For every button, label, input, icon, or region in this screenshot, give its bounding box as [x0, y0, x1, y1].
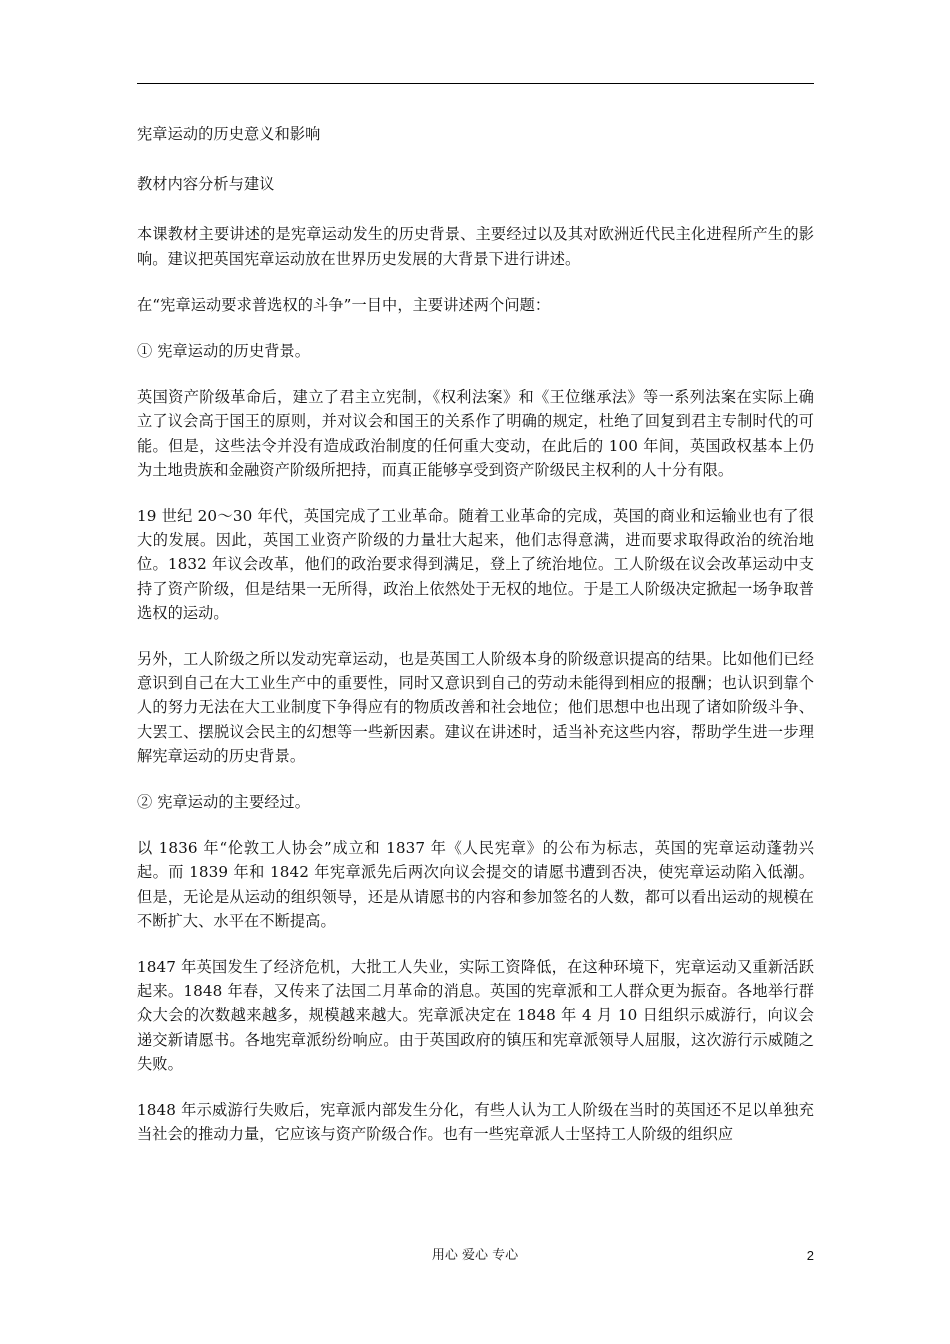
page-number: 2 [806, 1248, 814, 1263]
paragraph-2: 在“宪章运动要求普选权的斗争”一目中，主要讲述两个问题： [137, 295, 551, 314]
subheading-background: ① 宪章运动的历史背景。 [137, 342, 311, 361]
document-body [137, 122, 814, 1169]
paragraph-6: 以 1836 年“伦敦工人协会”成立和 1837 年《人民宪章》的公布为标志，英国的宪章运动蓬勃兴起。而 1839 年和 1842 年宪章派先后两次向议会提交的请愿书遭到否决，使宪章运动陷入低潮。但是，无论是从运动的组织领导，还是从请愿书的内容和参加签名的人数，都可以看出运动的规模在不断扩大、水平在不断提高。 [137, 839, 814, 930]
paragraph-3: 英国资产阶级革命后，建立了君主立宪制，《权利法案》和《王位继承法》等一系列法案在实际上确立了议会高于国王的原则，并对议会和国王的关系作了明确的规定，杜绝了回复到君主专制时代的可能。但是，这些法令并没有造成政治制度的任何重大变动，在此后的 100 年间，英国政权基本上仍为土地贵族和金融资产阶级所把持，而真正能够享受到资产阶级民主权利的人十分有限。 [137, 388, 814, 479]
paragraph-8: 1848 年示威游行失败后，宪章派内部发生分化，有些人认为工人阶级在当时的英国还不足以单独充当社会的推动力量，它应该与资产阶级合作。也有一些宪章派人士坚持工人阶级的组织应 [137, 1101, 814, 1144]
paragraph-1: 本课教材主要讲述的是宪章运动发生的历史背景、主要经过以及其对欧洲近代民主化进程所产生的影响。建议把英国宪章运动放在世界历史发展的大背景下进行讲述。 [137, 225, 814, 268]
footer-text: 用心 爱心 专心 [431, 1248, 519, 1263]
section-heading: 教材内容分析与建议 [137, 175, 275, 194]
paragraph-5: 另外，工人阶级之所以发动宪章运动，也是英国工人阶级本身的阶级意识提高的结果。比如他们已经意识到自己在大工业生产中的重要性，同时又意识到自己的劳动未能得到相应的报酬；也认识到靠个人的努力无法在大工业制度下争得应有的物质改善和社会地位；他们思想中也出现了诸如阶级斗争、大罢工、摆脱议会民主的幻想等一些新因素。建议在讲述时，适当补充这些内容，帮助学生进一步理解宪章运动的历史背景。 [137, 650, 814, 765]
paragraph-7: 1847 年英国发生了经济危机，大批工人失业，实际工资降低，在这种环境下，宪章运动又重新活跃起来。1848 年春，又传来了法国二月革命的消息。英国的宪章派和工人群众更为振奋。各地举行群众大会的次数越来越多，规模越来越大。宪章派决定在 1848 年 4 月 10 日组织示威游行，向议会递交新请愿书。各地宪章派纷纷响应。由于英国政府的镇压和宪章派领导人屈服，这次游行示威随之失败。 [137, 958, 814, 1073]
subheading-course: ② 宪章运动的主要经过。 [137, 793, 311, 812]
paragraph-4: 19 世纪 20～30 年代，英国完成了工业革命。随着工业革命的完成，英国的商业和运输业也有了很大的发展。因此，英国工业资产阶级的力量壮大起来，他们志得意满，进而要求取得政治的统治地位。1832 年议会改革，他们的政治要求得到满足，登上了统治地位。工人阶级在议会改革运动中支持了资产阶级，但是结果一无所得，政治上依然处于无权的地位。于是工人阶级决定掀起一场争取普选权的运动。 [137, 507, 814, 622]
document-title: 宪章运动的历史意义和影响 [137, 125, 321, 143]
header-rule [137, 83, 814, 84]
